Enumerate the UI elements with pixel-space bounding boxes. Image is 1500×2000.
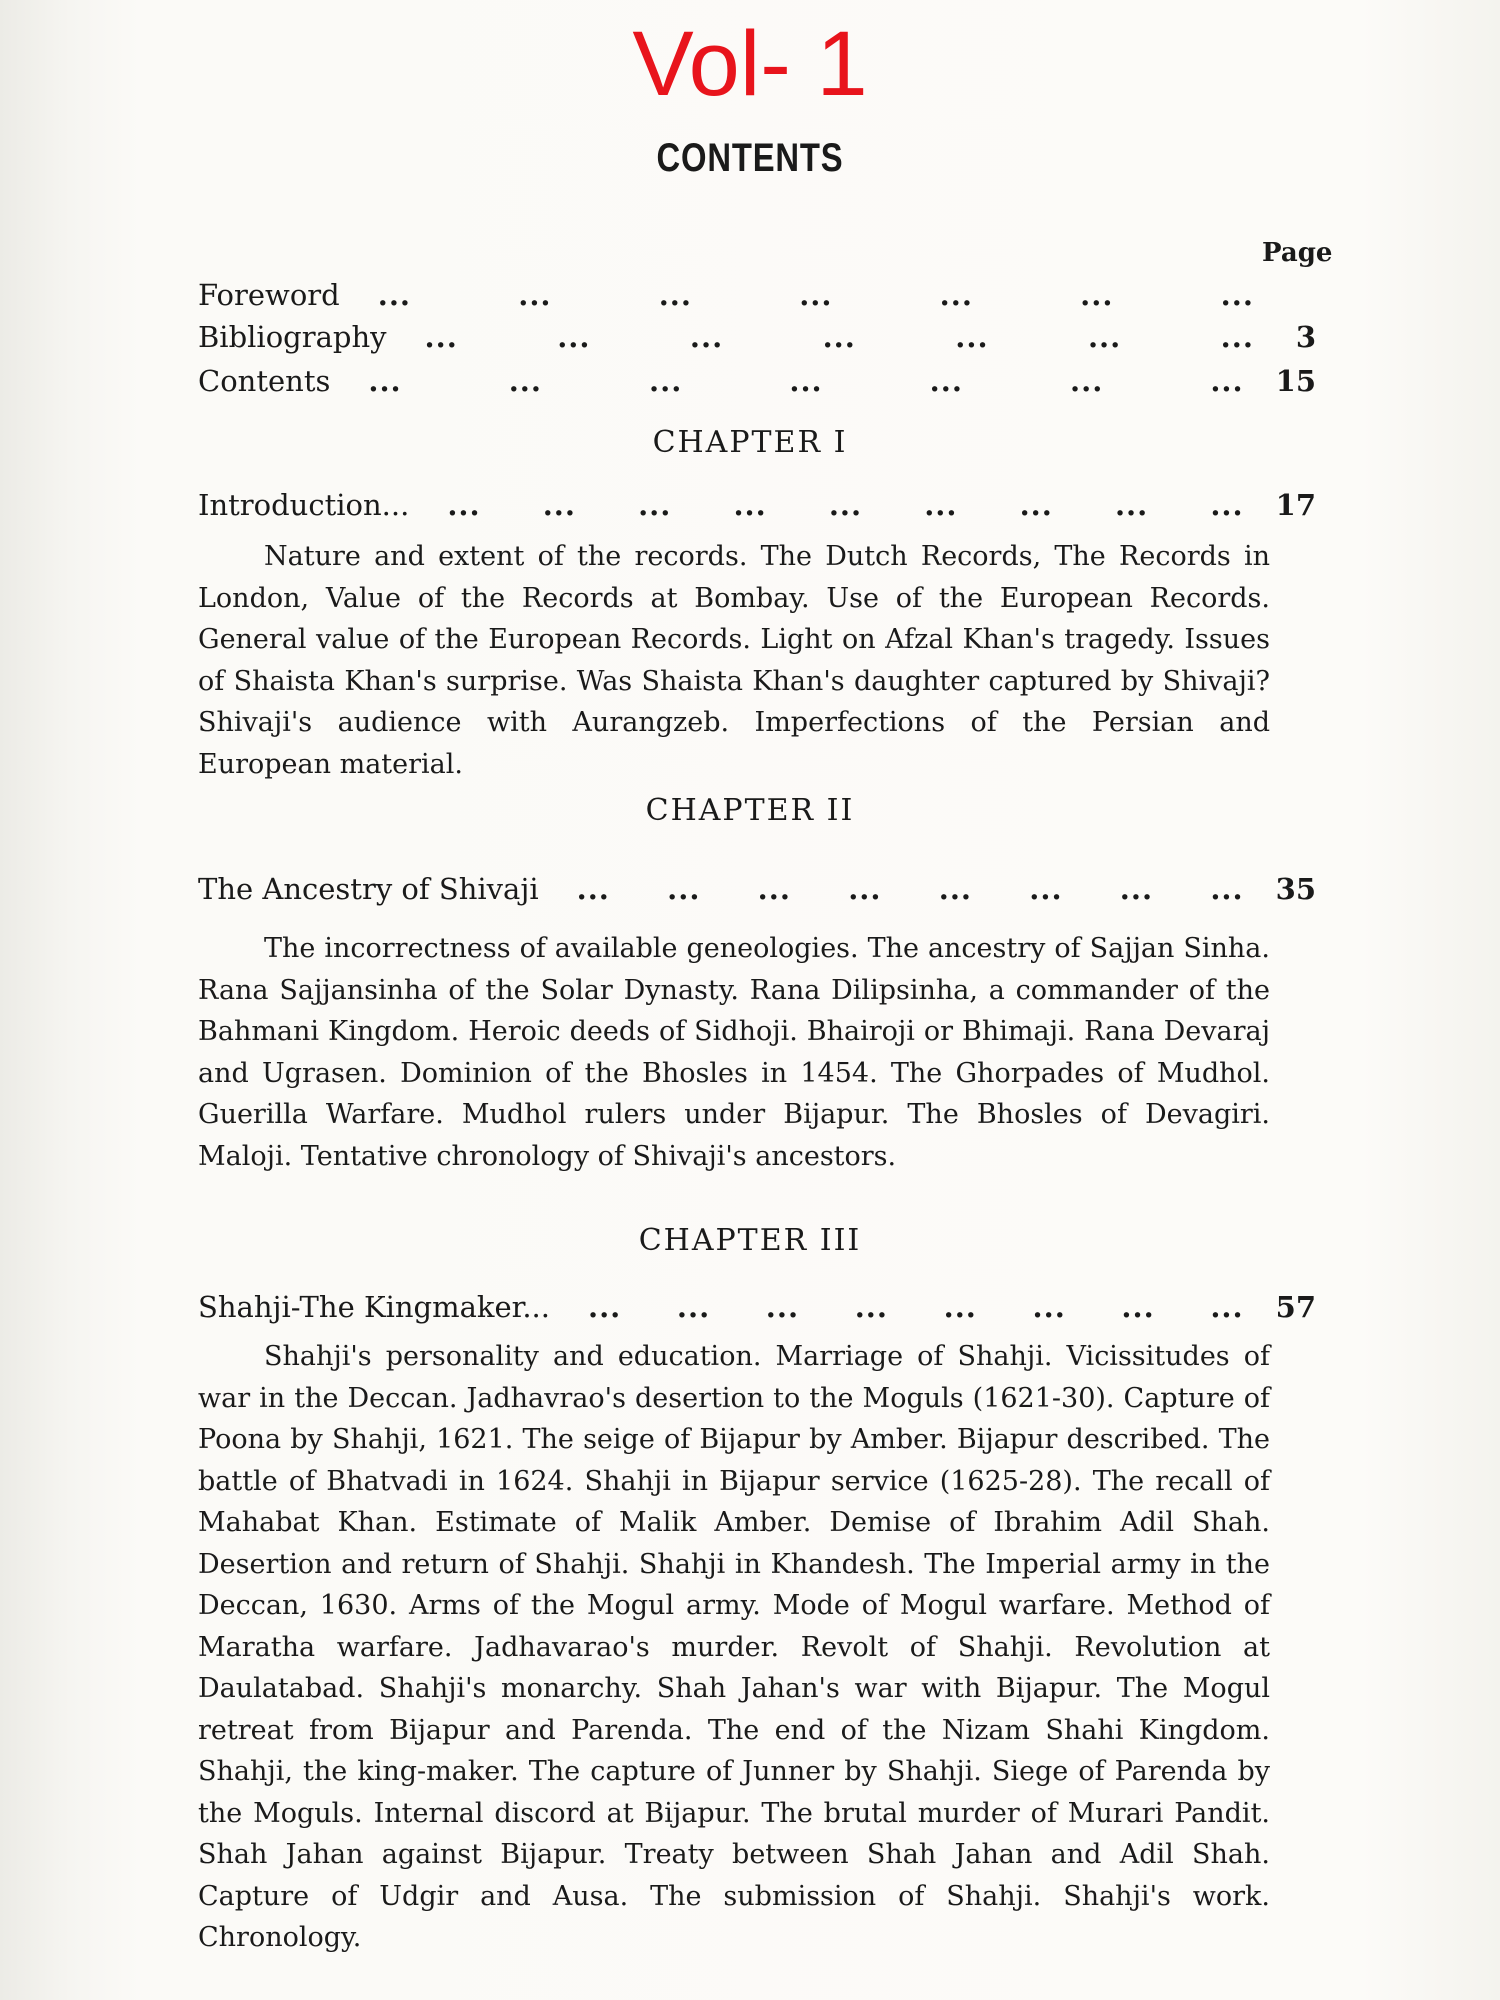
- toc-entry-label: Contents: [198, 364, 331, 398]
- toc-entry-page: 57: [1275, 1290, 1316, 1324]
- toc-entry-label: Shahji-The Kingmaker...: [198, 1290, 550, 1324]
- toc-entry-chapter-1[interactable]: [198, 488, 1316, 528]
- leader-dots: ... ... ... ... ... ... ...: [368, 364, 1244, 398]
- toc-entry-label: Introduction...: [198, 488, 410, 522]
- toc-entry-chapter-2[interactable]: [198, 872, 1316, 912]
- volume-label: Vol- 1: [632, 13, 868, 115]
- toc-entry-label: Foreword: [198, 278, 340, 312]
- chapter-summary: The incorrectness of available geneologies. The ancestry of Sajjan Sinha. Rana Sajjansinha of the Solar Dynasty. Rana Dilipsinha, a commander of the Bahmani Kingdom. Heroic deeds of Sidhoji. Bhairoji or Bhimaji. Rana Devaraj and Ugrasen. Dominion of the Bhosles in 1454. The Ghorpades of Mudhol. Guerilla Warfare. Mudhol rulers under Bijapur. The Bhosles of Devagiri. Maloji. Tentative chronology of Shivaji's ancestors.: [198, 933, 1270, 1172]
- leader-dots: ... ... ... ... ... ... ...: [377, 278, 1254, 312]
- leader-dots: ... ... ... ... ... ... ...: [424, 320, 1254, 354]
- leader-dots: ... ... ... ... ... ... ... ... ...: [447, 488, 1244, 522]
- chapter-heading: CHAPTER II: [645, 793, 855, 828]
- toc-entry-label: Bibliography: [198, 320, 387, 354]
- toc-entry-page: 17: [1275, 488, 1316, 522]
- toc-entry-page: 35: [1275, 872, 1316, 906]
- chapter-summary: Shahji's personality and education. Marriage of Shahji. Vicissitudes of war in the Deccan. Jadhavrao's desertion to the Moguls (1621-30). Capture of Poona by Shahji, 1621. The seige of Bijapur by Amber. Bijapur described. The battle of Bhatvadi in 1624. Shahji in Bijapur service (1625-28). The recall of Mahabat Khan. Estimate of Malik Amber. Demise of Ibrahim Adil Shah. Desertion and return of Shahji. Shahji in Khandesh. The Imperial army in the Deccan, 1630. Arms of the Mogul army. Mode of Mogul warfare. Method of Maratha warfare. Jadhavarao's murder. Revolt of Shahji. Revolution at Daulatabad. Shahji's monarchy. Shah Jahan's war with Bijapur. The Mogul retreat from Bijapur and Parenda. The end of the Nizam Shahi Kingdom. Shahji, the king-maker. The capture of Junner by Shahji. Siege of Parenda by the Moguls. Internal discord at Bijapur. The brutal murder of Murari Pandit. Shah Jahan against Bijapur. Treaty between Shah Jahan and Adil Shah. Capture of Udgir and Ausa. The submission of Shahji. Shahji's work. Chronology.: [198, 1341, 1270, 1953]
- chapter-heading: CHAPTER I: [652, 425, 848, 460]
- toc-entry-foreword[interactable]: [198, 278, 1316, 318]
- chapter-summary: Nature and extent of the records. The Dutch Records, The Records in London, Value of the Records at Bombay. Use of the European Records. General value of the European Records. Light on Afzal Khan's tragedy. Issues of Shaista Khan's surprise. Was Shaista Khan's daughter captured by Shivaji? Shivaji's audience with Aurangzeb. Imperfections of the Persian and European material.: [198, 541, 1270, 780]
- chapter-heading: CHAPTER III: [638, 1223, 862, 1258]
- toc-entry-page: 15: [1275, 364, 1316, 398]
- toc-entry-bibliography[interactable]: [198, 320, 1316, 360]
- toc-entry-contents[interactable]: [198, 364, 1316, 404]
- toc-entry-chapter-3[interactable]: [198, 1290, 1316, 1330]
- leader-dots: ... ... ... ... ... ... ... ...: [576, 872, 1244, 906]
- toc-entry-label: The Ancestry of Shivaji: [198, 872, 539, 906]
- toc-entry-page: 3: [1295, 320, 1316, 354]
- page-column-label: Page: [1262, 238, 1333, 268]
- page-title: CONTENTS: [656, 136, 844, 180]
- leader-dots: ... ... ... ... ... ... ... ...: [587, 1290, 1244, 1324]
